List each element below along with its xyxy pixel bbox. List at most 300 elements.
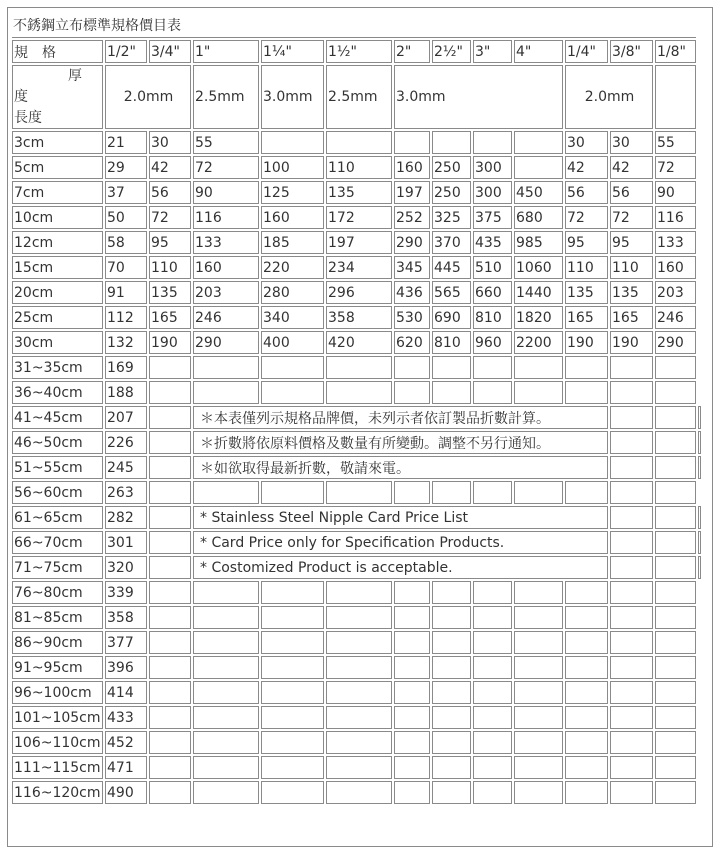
price-cell: 450 (514, 181, 563, 204)
price-cell (698, 431, 701, 454)
price-cell (149, 681, 191, 704)
price-cell (514, 381, 563, 404)
price-cell (326, 731, 392, 754)
price-cell (432, 481, 471, 504)
price-cell (514, 781, 563, 804)
table-row (12, 656, 701, 679)
price-cell (394, 356, 430, 379)
price-cell (473, 606, 512, 629)
price-cell (514, 756, 563, 779)
price-cell: 370 (432, 231, 471, 254)
price-cell: 135 (149, 281, 191, 304)
length-cell: 20cm (12, 281, 103, 304)
price-cell (326, 581, 392, 604)
price-cell: 510 (473, 256, 512, 279)
price-cell: 132 (105, 331, 147, 354)
price-cell: 72 (565, 206, 608, 229)
price-cell: 55 (655, 131, 696, 154)
price-cell (473, 656, 512, 679)
length-cell: 106~110cm (12, 731, 103, 754)
price-cell: 471 (105, 756, 147, 779)
thickness-value: 3.0mm (261, 65, 324, 129)
length-cell: 76~80cm (12, 581, 103, 604)
table-row (12, 681, 701, 704)
note-cell: * Stainless Steel Nipple Card Price List (193, 506, 608, 529)
size-header: 1½" (326, 40, 392, 63)
price-cell (565, 656, 608, 679)
size-header: 1¼" (261, 40, 324, 63)
price-cell: 133 (193, 231, 259, 254)
price-cell (193, 656, 259, 679)
price-cell: 72 (655, 156, 696, 179)
table-row (12, 156, 701, 179)
table-row (12, 281, 701, 304)
price-cell (565, 706, 608, 729)
price-cell (473, 481, 512, 504)
size-header-row (12, 40, 701, 63)
price-cell (149, 631, 191, 654)
price-cell: 70 (105, 256, 147, 279)
price-cell: 90 (655, 181, 696, 204)
table-title: 不銹鋼立布標準規格價目表 (12, 12, 696, 38)
price-cell (610, 481, 653, 504)
price-cell (655, 681, 696, 704)
price-cell: 135 (565, 281, 608, 304)
price-cell (261, 681, 324, 704)
length-cell: 81~85cm (12, 606, 103, 629)
price-cell (655, 356, 696, 379)
price-cell: 116 (655, 206, 696, 229)
price-cell (432, 681, 471, 704)
price-cell: 135 (610, 281, 653, 304)
price-cell: 56 (565, 181, 608, 204)
length-cell: 12cm (12, 231, 103, 254)
price-cell (655, 506, 696, 529)
price-cell: 300 (473, 156, 512, 179)
thickness-empty (655, 65, 696, 129)
price-cell (473, 131, 512, 154)
price-cell (473, 381, 512, 404)
price-cell: 172 (326, 206, 392, 229)
length-cell: 96~100cm (12, 681, 103, 704)
table-row (12, 181, 701, 204)
price-cell: 112 (105, 306, 147, 329)
price-cell: 290 (394, 231, 430, 254)
price-cell (432, 781, 471, 804)
price-cell: 160 (394, 156, 430, 179)
price-cell: 169 (105, 356, 147, 379)
price-cell: 250 (432, 156, 471, 179)
price-cell (655, 656, 696, 679)
table-row (12, 131, 701, 154)
table-row (12, 481, 701, 504)
price-cell (394, 781, 430, 804)
price-cell: 110 (565, 256, 608, 279)
price-cell: 203 (655, 281, 696, 304)
price-cell (394, 581, 430, 604)
price-cell (610, 631, 653, 654)
price-cell (261, 631, 324, 654)
price-cell: 246 (655, 306, 696, 329)
price-cell (149, 531, 191, 554)
price-cell: 72 (193, 156, 259, 179)
table-row (12, 556, 701, 579)
price-cell: 30 (149, 131, 191, 154)
price-cell: 197 (326, 231, 392, 254)
price-cell: 90 (193, 181, 259, 204)
table-row (12, 356, 701, 379)
thickness-label-top: 厚 (68, 68, 82, 84)
length-cell: 41~45cm (12, 406, 103, 429)
price-cell (473, 756, 512, 779)
price-cell: 110 (610, 256, 653, 279)
price-cell: 445 (432, 256, 471, 279)
price-cell: 436 (394, 281, 430, 304)
price-cell (610, 581, 653, 604)
price-cell (473, 581, 512, 604)
price-cell (473, 681, 512, 704)
price-cell (565, 581, 608, 604)
price-cell: 95 (565, 231, 608, 254)
price-cell (394, 381, 430, 404)
price-cell (261, 356, 324, 379)
price-cell (193, 706, 259, 729)
price-cell (193, 781, 259, 804)
thickness-value: 3.0mm (394, 65, 563, 129)
price-cell (473, 631, 512, 654)
price-cell: 375 (473, 206, 512, 229)
price-cell (514, 156, 563, 179)
price-cell (432, 731, 471, 754)
price-cell: 234 (326, 256, 392, 279)
price-cell: 680 (514, 206, 563, 229)
price-cell (655, 481, 696, 504)
price-cell (610, 731, 653, 754)
price-cell: 290 (193, 331, 259, 354)
price-cell: 42 (565, 156, 608, 179)
price-cell: 29 (105, 156, 147, 179)
price-cell (149, 781, 191, 804)
price-cell (261, 131, 324, 154)
size-header: 4" (514, 40, 563, 63)
price-cell (394, 631, 430, 654)
length-cell: 15cm (12, 256, 103, 279)
price-cell (514, 356, 563, 379)
price-cell (394, 731, 430, 754)
price-cell: 42 (149, 156, 191, 179)
price-cell: 810 (432, 331, 471, 354)
price-cell: 565 (432, 281, 471, 304)
price-cell: 135 (326, 181, 392, 204)
price-cell (655, 706, 696, 729)
price-table (10, 10, 703, 806)
price-cell: 226 (105, 431, 147, 454)
price-cell: 263 (105, 481, 147, 504)
price-cell (149, 431, 191, 454)
size-header: 1" (193, 40, 259, 63)
price-cell (610, 656, 653, 679)
price-cell: 290 (655, 331, 696, 354)
price-cell (698, 556, 701, 579)
price-cell: 72 (149, 206, 191, 229)
price-cell: 188 (105, 381, 147, 404)
price-cell (610, 531, 653, 554)
price-cell (565, 481, 608, 504)
length-cell: 7cm (12, 181, 103, 204)
price-cell: 91 (105, 281, 147, 304)
price-cell (432, 631, 471, 654)
price-cell (149, 656, 191, 679)
price-cell (261, 381, 324, 404)
price-cell (514, 656, 563, 679)
price-cell: 50 (105, 206, 147, 229)
length-cell: 66~70cm (12, 531, 103, 554)
price-cell (514, 631, 563, 654)
price-cell (193, 731, 259, 754)
price-cell (655, 581, 696, 604)
price-cell: 100 (261, 156, 324, 179)
price-cell (473, 731, 512, 754)
price-cell (610, 406, 653, 429)
price-cell: 1060 (514, 256, 563, 279)
note-cell: * Costomized Product is acceptable. (193, 556, 608, 579)
price-cell: 95 (149, 231, 191, 254)
price-cell: 203 (193, 281, 259, 304)
price-cell (698, 506, 701, 529)
price-cell: 207 (105, 406, 147, 429)
price-cell: 110 (149, 256, 191, 279)
table-row (12, 581, 701, 604)
length-cell: 86~90cm (12, 631, 103, 654)
price-cell: 246 (193, 306, 259, 329)
price-cell: 320 (105, 556, 147, 579)
price-cell: 301 (105, 531, 147, 554)
table-row (12, 306, 701, 329)
price-cell: 282 (105, 506, 147, 529)
price-cell: 252 (394, 206, 430, 229)
table-row (12, 731, 701, 754)
price-cell (565, 631, 608, 654)
length-cell: 71~75cm (12, 556, 103, 579)
price-cell: 660 (473, 281, 512, 304)
table-row (12, 381, 701, 404)
length-cell: 56~60cm (12, 481, 103, 504)
price-cell (514, 606, 563, 629)
price-cell (149, 356, 191, 379)
price-cell: 30 (565, 131, 608, 154)
price-cell: 55 (193, 131, 259, 154)
price-cell: 56 (149, 181, 191, 204)
price-cell: 1440 (514, 281, 563, 304)
price-cell (193, 481, 259, 504)
price-cell: 160 (655, 256, 696, 279)
table-row (12, 606, 701, 629)
table-row (12, 256, 701, 279)
price-cell (261, 731, 324, 754)
size-header: 3/4" (149, 40, 191, 63)
length-cell: 5cm (12, 156, 103, 179)
price-cell (610, 606, 653, 629)
table-row (12, 406, 701, 429)
price-cell (193, 631, 259, 654)
price-cell (149, 406, 191, 429)
price-cell (610, 506, 653, 529)
price-cell (193, 581, 259, 604)
price-cell (149, 556, 191, 579)
price-cell: 340 (261, 306, 324, 329)
price-cell (394, 606, 430, 629)
price-cell (655, 431, 696, 454)
price-cell (473, 706, 512, 729)
price-cell (610, 556, 653, 579)
price-cell (149, 506, 191, 529)
price-cell: 420 (326, 331, 392, 354)
table-row (12, 331, 701, 354)
price-cell (655, 531, 696, 554)
price-cell: 72 (610, 206, 653, 229)
price-cell: 58 (105, 231, 147, 254)
price-cell: 414 (105, 681, 147, 704)
price-cell: 116 (193, 206, 259, 229)
length-cell: 10cm (12, 206, 103, 229)
price-cell (326, 781, 392, 804)
price-cell (261, 581, 324, 604)
length-cell: 46~50cm (12, 431, 103, 454)
thickness-value: 2.0mm (105, 65, 191, 129)
price-cell: 490 (105, 781, 147, 804)
price-cell: 325 (432, 206, 471, 229)
price-cell (514, 131, 563, 154)
price-cell (193, 606, 259, 629)
price-cell (565, 681, 608, 704)
price-cell (193, 756, 259, 779)
price-cell: 620 (394, 331, 430, 354)
price-cell (610, 456, 653, 479)
price-cell: 160 (193, 256, 259, 279)
table-row (12, 706, 701, 729)
length-cell: 3cm (12, 131, 103, 154)
price-cell (514, 681, 563, 704)
size-header: 3" (473, 40, 512, 63)
table-row (12, 781, 701, 804)
price-cell (326, 481, 392, 504)
size-header: 1/4" (565, 40, 608, 63)
price-cell (261, 481, 324, 504)
price-cell (432, 656, 471, 679)
price-cell (326, 631, 392, 654)
price-cell: 197 (394, 181, 430, 204)
size-header: 2½" (432, 40, 471, 63)
price-cell (565, 606, 608, 629)
price-cell (394, 756, 430, 779)
price-cell: 185 (261, 231, 324, 254)
price-cell (394, 131, 430, 154)
price-cell (655, 731, 696, 754)
price-cell: 960 (473, 331, 512, 354)
price-cell: 433 (105, 706, 147, 729)
price-cell (565, 381, 608, 404)
price-cell (473, 781, 512, 804)
price-cell (394, 706, 430, 729)
price-cell (432, 356, 471, 379)
table-row (12, 506, 701, 529)
price-cell: 690 (432, 306, 471, 329)
price-cell (698, 531, 701, 554)
price-cell: 810 (473, 306, 512, 329)
price-cell: 190 (149, 331, 191, 354)
price-cell: 160 (261, 206, 324, 229)
price-cell: 377 (105, 631, 147, 654)
price-cell (261, 781, 324, 804)
price-cell (514, 731, 563, 754)
price-cell (326, 356, 392, 379)
price-cell (432, 756, 471, 779)
price-cell: 95 (610, 231, 653, 254)
price-cell (149, 606, 191, 629)
size-header: 1/8" (655, 40, 696, 63)
price-cell (261, 706, 324, 729)
price-cell: 165 (149, 306, 191, 329)
length-cell: 31~35cm (12, 356, 103, 379)
price-cell: 300 (473, 181, 512, 204)
price-cell: 165 (610, 306, 653, 329)
price-cell (655, 631, 696, 654)
price-cell (565, 356, 608, 379)
price-cell: 190 (565, 331, 608, 354)
price-cell: 56 (610, 181, 653, 204)
price-cell (394, 681, 430, 704)
price-cell (514, 706, 563, 729)
price-cell: 452 (105, 731, 147, 754)
size-header: 1/2" (105, 40, 147, 63)
price-cell (326, 606, 392, 629)
price-cell (326, 656, 392, 679)
length-cell: 91~95cm (12, 656, 103, 679)
price-cell (655, 406, 696, 429)
price-cell (149, 381, 191, 404)
spec-label: 規 格 (12, 40, 103, 63)
price-cell (610, 756, 653, 779)
price-cell (565, 781, 608, 804)
price-cell (326, 706, 392, 729)
price-cell: 358 (326, 306, 392, 329)
price-cell (149, 581, 191, 604)
thickness-length-label (12, 65, 103, 129)
price-cell (610, 706, 653, 729)
price-cell: 1820 (514, 306, 563, 329)
price-cell (655, 381, 696, 404)
table-row (12, 631, 701, 654)
price-cell: 245 (105, 456, 147, 479)
note-cell: ＊折數將依原料價格及數量有所變動。調整不另行通知。 (193, 431, 608, 454)
price-cell (514, 581, 563, 604)
price-cell (432, 606, 471, 629)
price-cell (610, 431, 653, 454)
price-cell (432, 706, 471, 729)
price-cell (193, 356, 259, 379)
price-cell: 400 (261, 331, 324, 354)
thickness-label-mid: 度 (14, 89, 28, 105)
price-cell: 133 (655, 231, 696, 254)
length-cell: 25cm (12, 306, 103, 329)
price-cell (149, 756, 191, 779)
price-cell (326, 756, 392, 779)
length-cell: 116~120cm (12, 781, 103, 804)
price-cell: 190 (610, 331, 653, 354)
thickness-value: 2.5mm (326, 65, 392, 129)
price-cell (193, 381, 259, 404)
price-cell (394, 656, 430, 679)
